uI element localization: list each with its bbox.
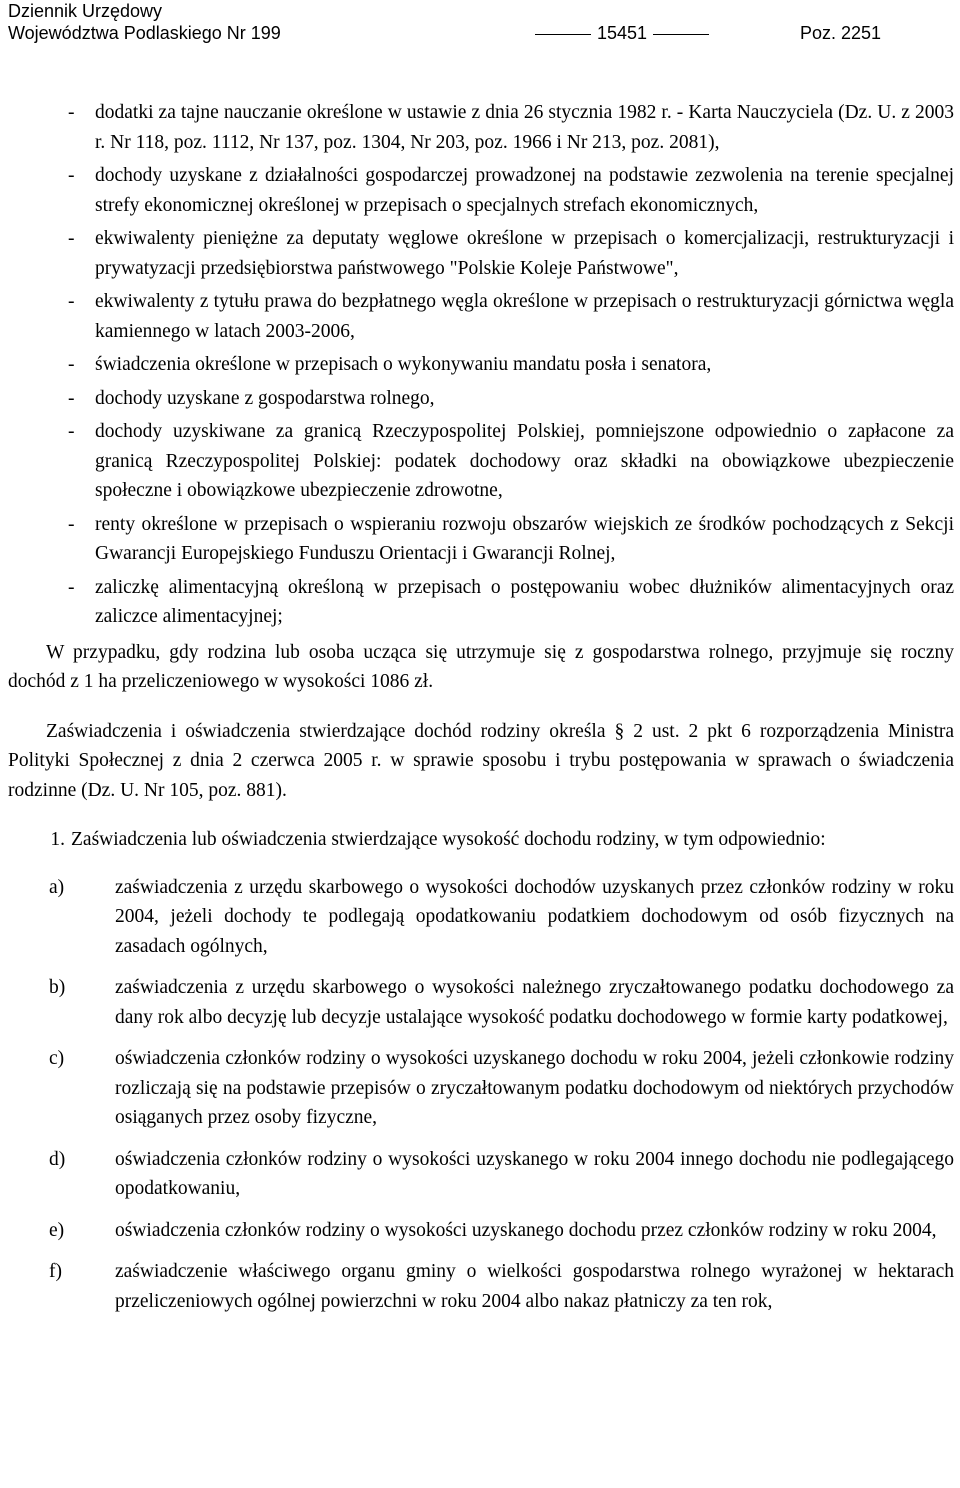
list-marker: f) xyxy=(49,1261,62,1282)
list-marker: - xyxy=(68,291,75,312)
list-marker: - xyxy=(68,576,75,598)
list-item xyxy=(8,350,954,380)
list-item-text: dochody uzyskiwane za granicą Rzeczypospolitej Polskiej, pomniejszone odpowiednio o zapłacone za granicą Rzeczypospolitej Polskiej: podatek dochodowy oraz składki na obowiązkowe ubezpieczenie społeczne i obowiązkowe ubezpieczenie zdrowotne, xyxy=(95,421,954,501)
list-marker: a) xyxy=(49,876,65,898)
list-item-text: zaliczkę alimentacyjną określoną w przepisach o postępowaniu wobec dłużników alimentacyjnych oraz zaliczce alimentacyjnej; xyxy=(95,576,954,627)
list-item-text: dochody uzyskane z gospodarstwa rolnego, xyxy=(95,387,435,409)
list-item-text: zaświadczenia z urzędu skarbowego o wysokości należnego zryczałtowanego podatku dochodowego za dany rok albo decyzję lub decyzje ustalające wysokość podatku dochodowego w formie karty podatkowej, xyxy=(115,977,954,1028)
list-item xyxy=(8,224,954,283)
list-item-text: ekwiwalenty pieniężne za deputaty węglowe określone w przepisach o komercjalizacji, restrukturyzacji i prywatyzacji przedsiębiorstwa państwowego "Polskie Koleje Państwowe", xyxy=(95,228,954,279)
list-item xyxy=(8,873,954,962)
list-item xyxy=(8,1044,954,1133)
paragraph-number: 1. xyxy=(50,829,65,850)
list-item-text: dochody uzyskane z działalności gospodarczej prowadzonej na podstawie zezwolenia na terenie specjalnej strefy ekonomicznej określonej w przepisach o specjalnych strefach ekonomicznych, xyxy=(95,165,954,216)
list-marker: - xyxy=(68,165,75,186)
list-marker: - xyxy=(68,354,75,375)
list-marker: - xyxy=(68,228,75,249)
list-marker: c) xyxy=(49,1048,65,1069)
paragraph-text: Zaświadczenia i oświadczenia stwierdzające dochód rodziny określa xyxy=(46,720,606,742)
list-marker: - xyxy=(68,102,75,123)
page-number: 15451 xyxy=(529,22,715,44)
list-marker: - xyxy=(68,387,75,409)
list-marker: e) xyxy=(49,1219,65,1241)
list-item xyxy=(8,973,954,1032)
journal-subtitle: Województwa Podlaskiego Nr 199 xyxy=(8,23,281,43)
document-body xyxy=(8,98,954,1316)
list-item xyxy=(8,417,954,506)
list-item-text: oświadczenia członków rodziny o wysokości uzyskanego w roku 2004 innego dochodu nie podlegającego opodatkowaniu, xyxy=(115,1148,954,1199)
list-item xyxy=(8,98,954,157)
paragraph-text: W przypadku, gdy rodzina lub osoba ucząca się utrzymuje się z gospodarstwa rolnego, przyjmuje się roczny dochód z 1 ha przeliczeniowego w wysokości 1086 zł. xyxy=(8,641,954,692)
paragraph-certificates xyxy=(8,717,954,806)
list-item xyxy=(8,384,954,414)
list-item xyxy=(8,1145,954,1204)
page-header xyxy=(8,0,953,44)
list-item xyxy=(8,573,954,632)
list-marker: b) xyxy=(49,977,66,998)
list-item-text: oświadczenia członków rodziny o wysokości uzyskanego dochodu przez członków rodziny w roku 2004, xyxy=(115,1219,937,1241)
list-marker: - xyxy=(68,421,75,442)
list-marker: - xyxy=(68,513,75,535)
section-sign: § xyxy=(614,720,625,742)
list-item xyxy=(8,1257,954,1316)
list-item-text: świadczenia określone w przepisach o wykonywaniu mandatu posła i senatora, xyxy=(95,354,712,375)
list-item-text: zaświadczenia z urzędu skarbowego o wysokości dochodów uzyskanych przez członków rodziny w roku 2004, jeżeli dochody te podlegają opodatkowaniu podatkiem dochodowym od osób fizycznych na zasadach ogólnych, xyxy=(115,876,954,957)
paragraph-text: 2 ust. 2 pkt 6 rozporządzenia Ministra Polityki Społecznej z dnia 2 czerwca 2005 r. w sprawie sposobu i trybu postępowania w sprawach o świadczenia rodzinne (Dz. U. Nr 105, poz. 881). xyxy=(8,720,955,801)
paragraph-numbered xyxy=(8,825,954,855)
list-item-text: dodatki za tajne nauczanie określone w ustawie z dnia 26 stycznia 1982 r. - Karta Nauczyciela (Dz. U. z 2003 r. Nr 118, poz. 1112, Nr 137, poz. 1304, Nr 203, poz. 1966 i Nr 213, poz. 2081), xyxy=(95,102,954,153)
letter-list xyxy=(8,873,954,1317)
list-item-text: renty określone w przepisach o wspieraniu rozwoju obszarów wiejskich ze środków pochodzących z Sekcji Gwarancji Europejskiego Funduszu Orientacji i Gwarancji Rolnej, xyxy=(95,513,954,564)
paragraph-farm-income xyxy=(8,638,954,697)
list-marker: d) xyxy=(49,1148,66,1170)
list-item xyxy=(8,510,954,569)
list-item-text: ekwiwalenty z tytułu prawa do bezpłatnego węgla określone w przepisach o restrukturyzacji górnictwa węgla kamiennego w latach 2003-2006, xyxy=(95,291,954,342)
list-item-text: zaświadczenie właściwego organu gminy o wielkości gospodarstwa rolnego wyrażonej w hektarach przeliczeniowych ogólnej powierzchni w roku 2004 albo nakaz płatniczy za ten rok, xyxy=(115,1261,954,1312)
list-item xyxy=(8,287,954,346)
position-number: Poz. 2251 xyxy=(799,23,881,43)
paragraph-text: Zaświadczenia lub oświadczenia stwierdzające wysokość dochodu rodziny, w tym odpowiednio: xyxy=(71,829,826,850)
list-item-text: oświadczenia członków rodziny o wysokości uzyskanego dochodu w roku 2004, jeżeli członkowie rodziny rozliczają się na podstawie przepisów o zryczałtowanym podatku dochodowym od niektórych przychodów osiąganych przez osoby fizyczne, xyxy=(115,1048,954,1128)
list-item xyxy=(8,1216,954,1246)
list-item xyxy=(8,161,954,220)
dash-list xyxy=(8,98,954,632)
journal-title: Dziennik Urzędowy xyxy=(8,1,163,21)
